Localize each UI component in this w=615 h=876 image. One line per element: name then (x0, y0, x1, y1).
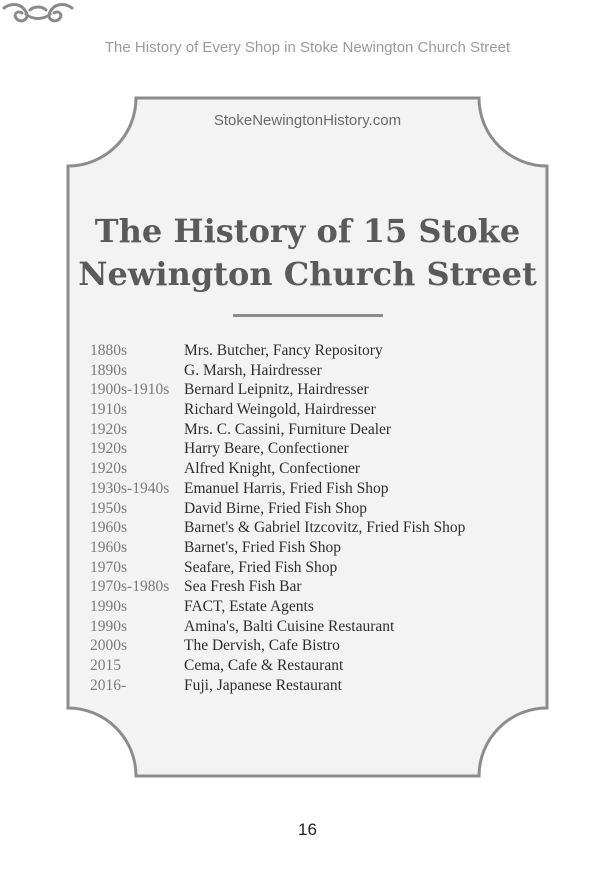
entry-date: 2000s (90, 637, 128, 655)
list-item (90, 459, 550, 479)
list-item (90, 597, 550, 617)
entry-date: 1960s (90, 519, 128, 537)
list-item (90, 341, 550, 361)
entry-occupant: Mrs. C. Cassini, Furniture Dealer (184, 420, 392, 438)
list-item (90, 361, 550, 381)
entry-occupant: Alfred Knight, Confectioner (184, 460, 361, 478)
entry-date: 1900s-1910s (90, 381, 170, 399)
list-item (90, 400, 550, 420)
entry-occupant: Fuji, Japanese Restaurant (184, 676, 342, 694)
entry-date: 1990s (90, 617, 128, 635)
list-item (90, 617, 550, 637)
entry-occupant: Barnet's & Gabriel Itzcovitz, Fried Fish Shop (184, 519, 466, 537)
entry-occupant: Bernard Leipnitz, Hairdresser (184, 381, 369, 399)
scroll-flourish-icon (0, 0, 76, 26)
page-number: 16 (298, 820, 317, 839)
list-item (90, 380, 550, 400)
occupant-list (90, 341, 550, 695)
entry-occupant: Harry Beare, Confectioner (184, 440, 349, 458)
list-item (90, 538, 550, 558)
title-line-1: The History of 15 Stoke (94, 212, 521, 250)
entry-occupant: FACT, Estate Agents (184, 597, 314, 615)
list-item (90, 499, 550, 519)
list-item (90, 479, 550, 499)
entry-occupant: David Birne, Fried Fish Shop (184, 499, 367, 517)
entry-date: 2015 (90, 657, 121, 674)
entry-occupant: Amina's, Balti Cuisine Restaurant (184, 617, 395, 635)
entry-date: 1970s-1980s (90, 578, 170, 596)
list-item (90, 656, 550, 676)
list-item (90, 439, 550, 459)
entry-date: 1880s (90, 342, 128, 359)
website-label: StokeNewingtonHistory.com (213, 112, 402, 129)
entry-date: 1920s (90, 460, 128, 478)
entry-date: 2016- (90, 676, 127, 694)
title-divider (233, 314, 383, 317)
list-item (90, 676, 550, 696)
list-item (90, 577, 550, 597)
entry-occupant: Barnet's, Fried Fish Shop (184, 538, 341, 556)
list-item (90, 636, 550, 656)
entry-occupant: The Dervish, Cafe Bistro (184, 637, 340, 655)
page-title (0, 210, 615, 296)
title-line-2: Newington Church Street (78, 255, 537, 293)
list-item (90, 420, 550, 440)
running-head: The History of Every Shop in Stoke Newington Church Street (104, 39, 511, 56)
entry-occupant: Sea Fresh Fish Bar (184, 578, 302, 596)
list-item (90, 558, 550, 578)
entry-occupant: G. Marsh, Hairdresser (184, 361, 322, 379)
list-item (90, 518, 550, 538)
entry-date: 1950s (90, 499, 128, 517)
entry-date: 1970s (90, 558, 128, 576)
entry-date: 1930s-1940s (90, 479, 170, 497)
entry-date: 1920s (90, 440, 128, 458)
entry-date: 1920s (90, 420, 128, 438)
entry-date: 1910s (90, 401, 128, 419)
entry-occupant: Richard Weingold, Hairdresser (184, 401, 376, 419)
entry-date: 1990s (90, 597, 128, 615)
entry-date: 1890s (90, 361, 128, 379)
entry-date: 1960s (90, 538, 128, 556)
entry-occupant: Mrs. Butcher, Fancy Repository (184, 342, 383, 359)
entry-occupant: Emanuel Harris, Fried Fish Shop (184, 479, 389, 497)
entry-occupant: Seafare, Fried Fish Shop (184, 558, 338, 576)
entry-occupant: Cema, Cafe & Restaurant (184, 657, 344, 674)
